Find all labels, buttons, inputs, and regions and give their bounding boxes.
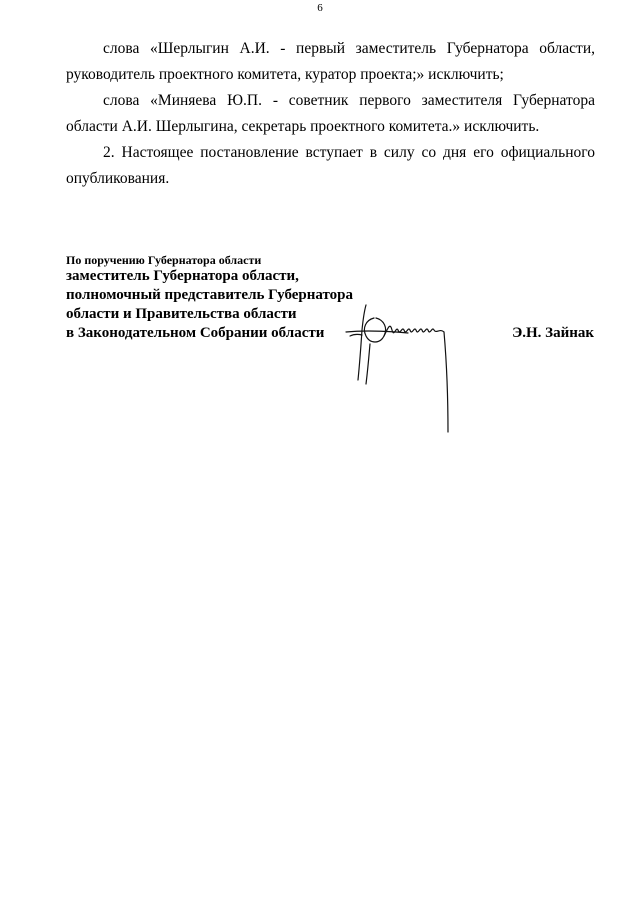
signatory-title-line-2: полномочный представитель Губернатора xyxy=(66,287,354,303)
signatory-title-line-1: заместитель Губернатора области, xyxy=(66,268,299,284)
page-number: 6 xyxy=(317,2,323,14)
signatory-title-line-4: в Законодательном Собрании области xyxy=(66,325,325,341)
signatory-title-line-3: области и Правительства области xyxy=(66,306,297,322)
paragraph-1: слова «Шерлыгин А.И. - первый заместитель Губернатора области, руководитель проектного комитета, куратор проекта;» исключить; xyxy=(66,40,595,83)
handwritten-signature xyxy=(336,300,466,435)
paragraph-3: 2. Настоящее постановление вступает в силу со дня его официального опубликования. xyxy=(66,144,595,187)
paragraph-2: слова «Миняева Ю.П. - советник первого заместителя Губернатора области А.И. Шерлыгина, секретарь проектного комитета.» исключить. xyxy=(66,92,595,135)
signer-name: Э.Н. Зайнак xyxy=(512,325,594,341)
on-behalf-line: По поручению Губернатора области xyxy=(66,253,262,267)
